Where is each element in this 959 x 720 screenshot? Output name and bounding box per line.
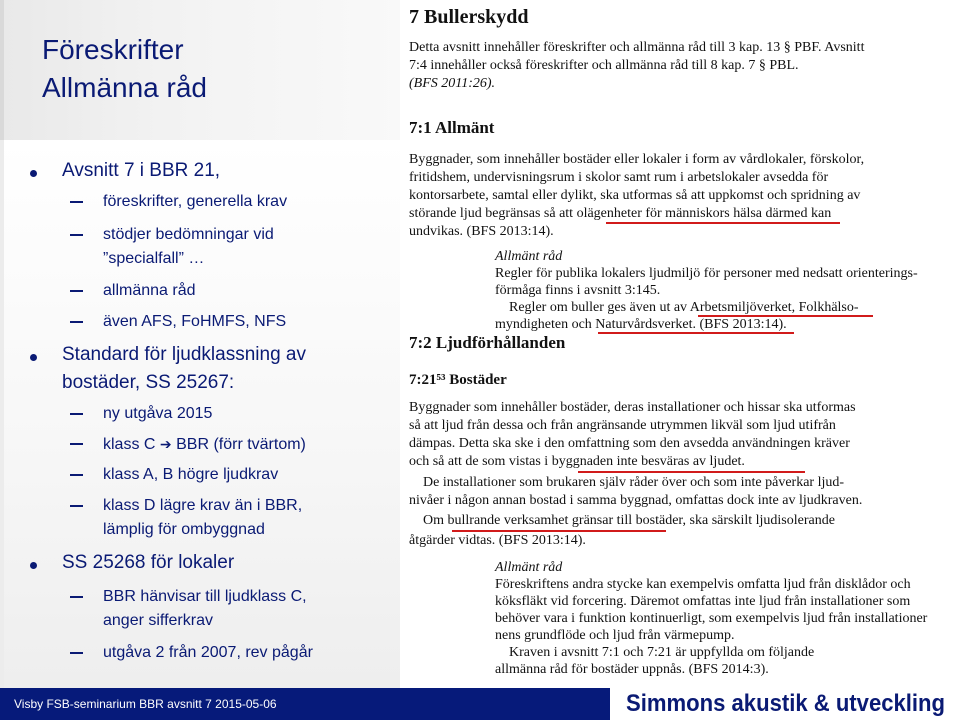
allmant-rad-label: Allmänt råd [495,560,563,575]
red-underline [578,471,805,473]
sub-utgava2: utgåva 2 från 2007, rev pågår [103,644,313,661]
bullet-dot [30,354,37,361]
sub-stodjer: stödjer bedömningar vid [103,226,274,243]
allmant-rad-line: behöver vara i funktion kontinuerligt, som exempelvis ljud från installationer [495,611,928,626]
arrow-right-icon: ➔ [159,436,172,452]
sub-klass-d: klass D lägre krav än i BBR, [103,497,303,514]
klass-c-note: BBR (förr tvärtom) [176,436,306,453]
allmant-rad-line: Kraven i avsnitt 7:1 och 7:21 är uppfyllda om följande [509,645,815,660]
red-underline [598,332,794,334]
sub-klass-c [103,432,306,457]
section-7-1-line: fritidshem, undervisningsrum i skolor samt rum i arbetslokaler avsedda för [409,170,829,185]
allmant-rad-label: Allmänt råd [495,249,563,264]
section-7-2-heading: 7:2 Ljudförhållanden [409,333,566,352]
section-7-1-line: störande ljud begränsas så att olägenheter för människors hälsa därmed kan [409,206,832,221]
footer-bar [0,688,610,720]
klass-c-label: klass C [103,436,156,453]
slide-title-line1: Föreskrifter [42,34,184,65]
slide-title-line2: Allmänna råd [42,72,207,103]
dash-marker [70,234,83,236]
dash-marker [70,290,83,292]
bullet-ss25268: SS 25268 för lokaler [62,552,235,573]
dash-marker [70,443,83,445]
doc-intro-line: 7:4 innehåller också föreskrifter och allmänna råd till 8 kap. 7 § PBL. [409,58,799,73]
dash-marker [70,505,83,507]
bullet-standard: Standard för ljudklassning av [62,344,306,365]
bullet-standard-cont: bostäder, SS 25267: [62,372,235,393]
section-7-21-line: Byggnader som innehåller bostäder, deras installationer och hissar ska utformas [409,400,856,415]
section-7-21-line: så att ljud från dessa och från angränsande utrymmen likväl som ljud utifrån [409,418,836,433]
section-7-1-heading: 7:1 Allmänt [409,118,495,137]
allmant-rad-line: förmåga finns i avsnitt 3:145. [495,283,661,298]
section-7-21-line: åtgärder vidtas. (BFS 2013:14). [409,533,586,548]
red-underline [698,315,873,317]
sub-ny-utgava: ny utgåva 2015 [103,405,213,422]
section-7-21-line: Om bullrande verksamhet gränsar till bostäder, ska särskilt ljudisolerande [423,513,835,528]
allmant-rad-line: allmänna råd för bostäder uppnås. (BFS 2014:3). [495,662,769,677]
sub-bbr-hanvisar-cont: anger sifferkrav [103,612,213,629]
allmant-rad-line: Föreskriftens andra stycke kan exempelvis omfatta ljud från disklådor och [495,577,911,592]
dash-marker [70,321,83,323]
allmant-rad-line: myndigheten och Naturvårdsverket. (BFS 2013:14). [495,317,787,332]
allmant-rad-line: nens grundflöde och ljud från värmepump. [495,628,735,643]
doc-heading: 7 Bullerskydd [409,6,529,28]
doc-intro-line: Detta avsnitt innehåller föreskrifter och allmänna råd till 3 kap. 13 § PBF. Avsnitt [409,40,865,55]
sub-klass-d-cont: lämplig för ombyggnad [103,521,265,538]
sub-stodjer-cont: ”specialfall” … [103,250,205,267]
section-7-21-line: och så att de som vistas i byggnaden inte besväras av ljudet. [409,454,745,469]
allmant-rad-line: köksfläkt vid forcering. Däremot omfattas inte ljud från installationer som [495,594,911,609]
sub-allmanna-rad: allmänna råd [103,282,196,299]
brand-name: Simmons akustik & utveckling [626,690,946,717]
section-7-21-line: De installationer som brukaren själv råder över och som inte påverkar ljud- [423,475,845,490]
doc-intro-line: (BFS 2011:26). [409,76,496,91]
footer-text: Visby FSB-seminarium BBR avsnitt 7 2015-05-06 [14,697,277,711]
bullet-dot [30,170,37,177]
dash-marker [70,201,83,203]
sub-afs: även AFS, FoHMFS, NFS [103,313,287,330]
slide-title-box [0,0,400,140]
section-7-21-line: nivåer i någon annan bostad i samma byggnad, omfattas dock inte av ljudkraven. [409,493,863,508]
sub-klass-ab: klass A, B högre ljudkrav [103,466,279,483]
section-7-1-line: kontorsarbete, samtal eller dylikt, ska utformas så att uppkomst och spridning av [409,188,861,203]
bullet-avsnitt7: Avsnitt 7 i BBR 21, [62,160,221,181]
sub-foreskrifter: föreskrifter, generella krav [103,193,288,210]
section-7-21-heading: 7:21⁵³ Bostäder [409,372,507,388]
dash-marker [70,413,83,415]
red-underline [606,222,840,224]
section-7-1-line: undvikas. (BFS 2013:14). [409,224,554,239]
dash-marker [70,474,83,476]
allmant-rad-line: Regler om buller ges även ut av Arbetsmiljöverket, Folkhälso- [509,300,859,315]
dash-marker [70,652,83,654]
section-7-1-line: Byggnader, som innehåller bostäder eller lokaler i form av vårdlokaler, förskolor, [409,152,865,167]
sub-bbr-hanvisar: BBR hänvisar till ljudklass C, [103,588,307,605]
allmant-rad-line: Regler för publika lokalers ljudmiljö för personer med nedsatt orienterings- [495,266,918,281]
section-7-21-line: dämpas. Detta ska ske i den omfattning som den avsedda användningen kräver [409,436,850,451]
bullet-dot [30,562,37,569]
dash-marker [70,596,83,598]
